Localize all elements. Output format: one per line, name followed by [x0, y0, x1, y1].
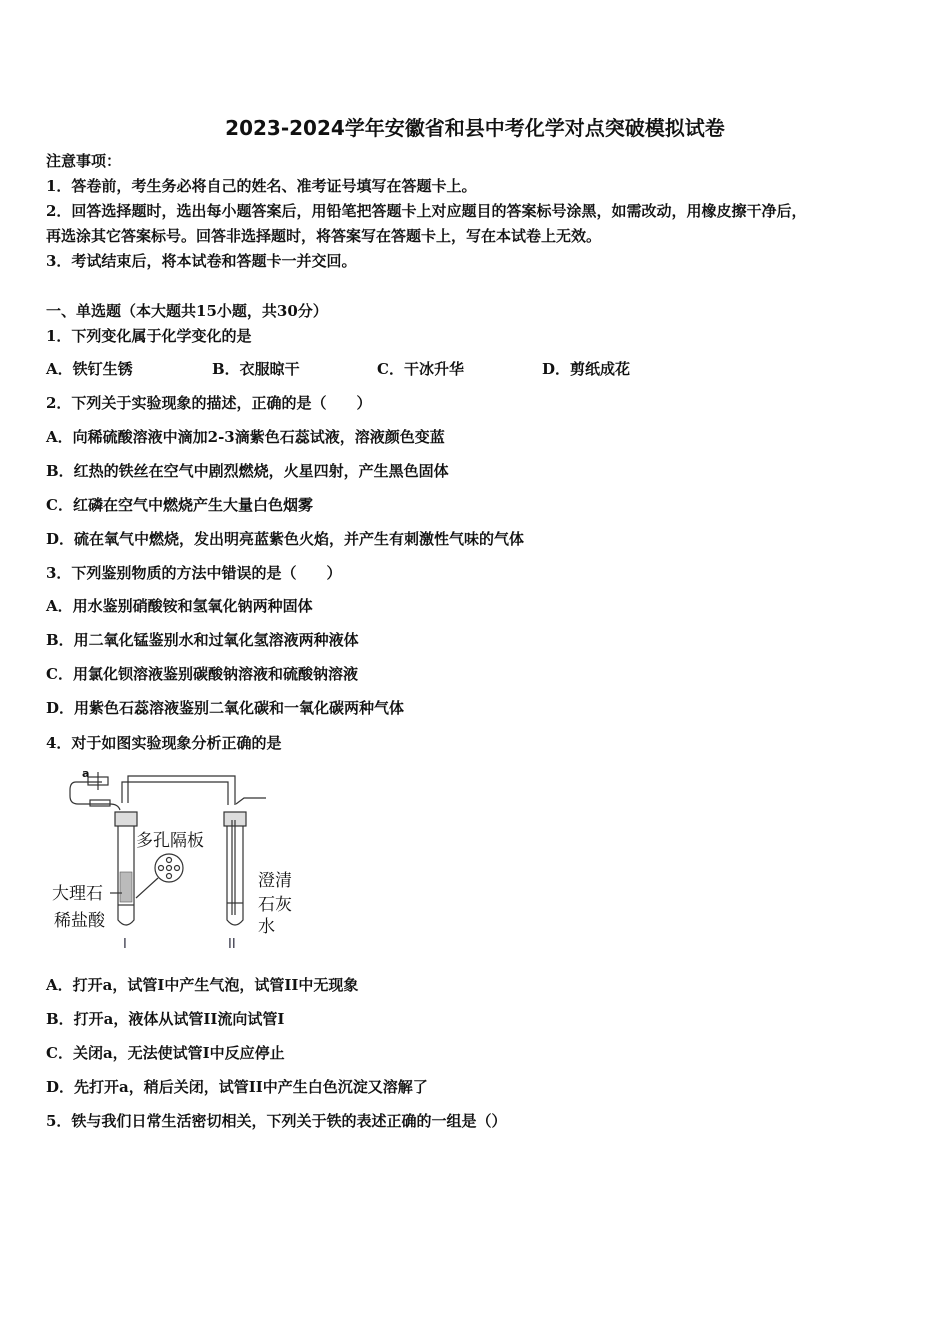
- question-stem: 5．铁与我们日常生活密切相关，下列关于铁的表述正确的一组是（）: [46, 1112, 507, 1130]
- option: A．打开a，试管I中产生气泡，试管II中无现象: [46, 976, 359, 994]
- option: B．打开a，液体从试管II流向试管I: [46, 1010, 285, 1028]
- marble-label: 大理石: [52, 884, 103, 904]
- note-item: 2．回答选择题时，选出每小题答案后，用铅笔把答题卡上对应题目的答案标号涂黑，如需改动，用橡皮擦干净后，: [46, 202, 807, 220]
- section-heading: 一、单选题（本大题共15小题，共30分）: [46, 302, 328, 320]
- note-item: 1．答卷前，考生务必将自己的姓名、准考证号填写在答题卡上。: [46, 177, 477, 195]
- option: A．向稀硫酸溶液中滴加2-3滴紫色石蕊试液，溶液颜色变蓝: [46, 428, 445, 446]
- note-item: 3．考试结束后，将本试卷和答题卡一并交回。: [46, 252, 357, 270]
- limewater-label-3: 水: [258, 917, 275, 937]
- option: C．关闭a，无法使试管I中反应停止: [46, 1044, 285, 1062]
- valve-label: a: [82, 767, 90, 780]
- option: D．剪纸成花: [542, 360, 631, 378]
- limewater-label-2: 石灰: [258, 895, 292, 915]
- question-stem: 3．下列鉴别物质的方法中错误的是（ ）: [46, 564, 342, 582]
- question-stem: 1．下列变化属于化学变化的是: [46, 327, 252, 345]
- notes-header: 注意事项：: [46, 152, 122, 170]
- option: D．硫在氧气中燃烧，发出明亮蓝紫色火焰，并产生有刺激性气味的气体: [46, 530, 525, 548]
- option: B．衣服晾干: [212, 360, 300, 378]
- plate-label: 多孔隔板: [136, 831, 204, 851]
- experiment-figure: [40, 760, 320, 960]
- question-stem: 4．对于如图实验现象分析正确的是: [46, 734, 282, 752]
- acid-label: 稀盐酸: [54, 911, 105, 931]
- option: B．用二氧化锰鉴别水和过氧化氢溶液两种液体: [46, 631, 359, 649]
- option: C．红磷在空气中燃烧产生大量白色烟雾: [46, 496, 313, 514]
- option: C．干冰升华: [377, 360, 464, 378]
- tube-1-label: I: [123, 937, 127, 952]
- option: A．用水鉴别硝酸铵和氢氧化钠两种固体: [46, 597, 313, 615]
- option: C．用氯化钡溶液鉴别碳酸钠溶液和硫酸钠溶液: [46, 665, 358, 683]
- limewater-label-1: 澄清: [258, 871, 292, 891]
- option: D．用紫色石蕊溶液鉴别二氧化碳和一氧化碳两种气体: [46, 699, 405, 717]
- option: B．红热的铁丝在空气中剧烈燃烧，火星四射，产生黑色固体: [46, 462, 449, 480]
- option: A．铁钉生锈: [46, 360, 133, 378]
- marble: [120, 872, 132, 902]
- note-item: 再选涂其它答案标号。回答非选择题时，将答案写在答题卡上，写在本试卷上无效。: [46, 227, 602, 245]
- question-stem: 2．下列关于实验现象的描述，正确的是（ ）: [46, 394, 372, 412]
- tube-2-label: II: [228, 937, 236, 952]
- option: D．先打开a，稍后关闭，试管II中产生白色沉淀又溶解了: [46, 1078, 428, 1096]
- page-title: 2023-2024学年安徽省和县中考化学对点突破模拟试卷: [225, 116, 725, 140]
